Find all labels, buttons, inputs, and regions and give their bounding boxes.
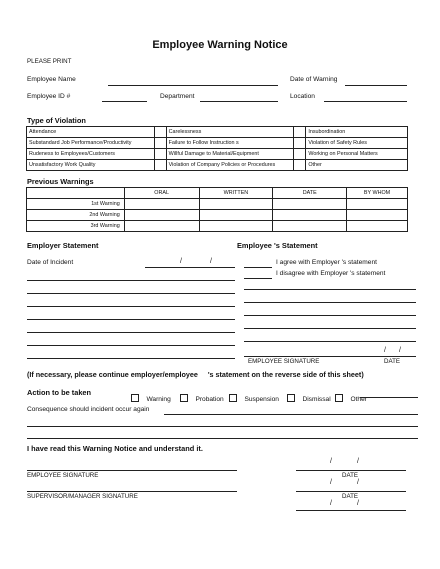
employer-statement-line[interactable] bbox=[27, 319, 235, 320]
date-separator: / bbox=[357, 500, 359, 507]
employee-statement-line[interactable] bbox=[244, 315, 416, 316]
employee-signature-caption: EMPLOYEE SIGNATURE bbox=[27, 472, 99, 479]
consequence-label: Consequence should incident occur again bbox=[27, 406, 150, 413]
supervisor-signature-caption: SUPERVISOR/MANAGER SIGNATURE bbox=[27, 493, 138, 500]
employee-statement-heading: Employee 's Statement bbox=[237, 241, 318, 250]
violation-label: Rudeness to Employees/Customers bbox=[27, 149, 155, 160]
table-row bbox=[27, 199, 408, 210]
table-cell[interactable] bbox=[347, 221, 408, 232]
disagree-checkline[interactable] bbox=[244, 278, 272, 279]
checkbox-icon[interactable] bbox=[180, 394, 188, 402]
checkbox-icon[interactable] bbox=[287, 394, 295, 402]
violation-label: Failure to Follow Instruction s bbox=[166, 138, 294, 149]
table-cell[interactable] bbox=[124, 221, 199, 232]
date-caption: DATE bbox=[342, 493, 359, 500]
date-separator: / bbox=[384, 347, 386, 354]
violation-checkbox[interactable] bbox=[154, 127, 166, 138]
date-of-warning-field[interactable] bbox=[345, 85, 407, 86]
date-separator: / bbox=[330, 479, 332, 486]
date-of-incident-field[interactable] bbox=[145, 267, 235, 268]
acknowledge-text: I have read this Warning Notice and understand it. bbox=[27, 444, 203, 453]
table-cell[interactable] bbox=[273, 221, 347, 232]
table-cell[interactable] bbox=[347, 210, 408, 221]
location-label: Location bbox=[290, 93, 315, 100]
previous-warnings-table bbox=[26, 187, 408, 232]
column-header: DATE bbox=[273, 188, 347, 199]
table-row bbox=[27, 210, 408, 221]
employee-statement-line[interactable] bbox=[244, 341, 416, 342]
action-option-suspension[interactable]: Suspension bbox=[229, 389, 279, 407]
violation-checkbox[interactable] bbox=[294, 160, 306, 171]
employee-signature-line[interactable] bbox=[244, 356, 416, 357]
employee-statement-line[interactable] bbox=[244, 302, 416, 303]
action-option-warning[interactable]: Warning bbox=[131, 389, 171, 407]
date-line[interactable] bbox=[296, 491, 406, 492]
violation-checkbox[interactable] bbox=[294, 127, 306, 138]
violation-label: Attendance bbox=[27, 127, 155, 138]
date-separator: / bbox=[357, 479, 359, 486]
date-separator: / bbox=[210, 258, 212, 265]
table-row bbox=[27, 221, 408, 232]
action-heading: Action to be taken bbox=[27, 388, 92, 397]
violation-label: Violation of Company Policies or Procedures bbox=[166, 160, 294, 171]
date-caption: DATE bbox=[342, 472, 359, 479]
department-label: Department bbox=[160, 93, 195, 100]
violation-checkbox[interactable] bbox=[154, 138, 166, 149]
page-title: Employee Warning Notice bbox=[152, 39, 288, 51]
table-cell[interactable] bbox=[124, 199, 199, 210]
checkbox-icon[interactable] bbox=[229, 394, 237, 402]
please-print-note: PLEASE PRINT bbox=[27, 58, 72, 65]
date-of-warning-label: Date of Warning bbox=[290, 76, 338, 83]
column-header: WRITTEN bbox=[199, 188, 273, 199]
employer-statement-line[interactable] bbox=[27, 293, 235, 294]
employee-name-label: Employee Name bbox=[27, 76, 76, 83]
violation-label: Other bbox=[306, 160, 408, 171]
employer-statement-heading: Employer Statement bbox=[27, 241, 99, 250]
previous-warnings-heading: Previous Warnings bbox=[27, 177, 94, 186]
violation-label: Working on Personal Matters bbox=[306, 149, 408, 160]
employee-signature-line[interactable] bbox=[27, 470, 237, 471]
violation-table bbox=[26, 126, 408, 171]
violation-label: Insubordination bbox=[306, 127, 408, 138]
violation-label: Willful Damage to Material/Equipment bbox=[166, 149, 294, 160]
table-cell[interactable] bbox=[199, 221, 273, 232]
table-cell[interactable] bbox=[273, 210, 347, 221]
column-header: BY WHOM bbox=[347, 188, 408, 199]
employee-id-field[interactable] bbox=[102, 101, 147, 102]
action-option-dismissal[interactable]: Dismissal bbox=[287, 389, 331, 407]
table-cell[interactable] bbox=[347, 199, 408, 210]
violation-checkbox[interactable] bbox=[154, 149, 166, 160]
supervisor-signature-line[interactable] bbox=[27, 491, 237, 492]
employer-statement-line[interactable] bbox=[27, 332, 235, 333]
violation-checkbox[interactable] bbox=[294, 149, 306, 160]
column-header: ORAL bbox=[124, 188, 199, 199]
table-cell[interactable] bbox=[199, 210, 273, 221]
date-separator: / bbox=[330, 458, 332, 465]
row-label: 1st Warning bbox=[27, 199, 125, 210]
row-label: 3rd Warning bbox=[27, 221, 125, 232]
continue-note: (If necessary, please continue employer/employee 's statement on the reverse side of this sheet) bbox=[27, 370, 364, 379]
date-of-incident-label: Date of Incident bbox=[27, 259, 74, 266]
violation-heading: Type of Violation bbox=[27, 116, 86, 125]
agree-label: I agree with Employer 's statement bbox=[276, 259, 377, 266]
date-separator: / bbox=[399, 347, 401, 354]
consequence-line[interactable] bbox=[164, 414, 418, 415]
table-row bbox=[27, 188, 408, 199]
location-field[interactable] bbox=[324, 101, 407, 102]
action-option-other[interactable]: Other bbox=[335, 389, 367, 407]
agree-checkline[interactable] bbox=[244, 267, 272, 268]
violation-label: Substandard Job Performance/Productivity bbox=[27, 138, 155, 149]
table-cell[interactable] bbox=[273, 199, 347, 210]
violation-checkbox[interactable] bbox=[154, 160, 166, 171]
table-cell[interactable] bbox=[124, 210, 199, 221]
date-separator: / bbox=[180, 258, 182, 265]
employee-name-field[interactable] bbox=[108, 85, 278, 86]
table-cell[interactable] bbox=[199, 199, 273, 210]
violation-label: Violation of Safety Rules bbox=[306, 138, 408, 149]
employer-statement-line[interactable] bbox=[27, 306, 235, 307]
date-line[interactable] bbox=[296, 510, 406, 511]
disagree-label: I disagree with Employer 's statement bbox=[276, 270, 386, 277]
table-row bbox=[27, 160, 408, 171]
violation-checkbox[interactable] bbox=[294, 138, 306, 149]
table-row bbox=[27, 127, 408, 138]
checkbox-icon[interactable] bbox=[335, 394, 343, 402]
employer-statement-line[interactable] bbox=[27, 358, 235, 359]
row-label: 2nd Warning bbox=[27, 210, 125, 221]
violation-label: Carelessness bbox=[166, 127, 294, 138]
action-option-probation[interactable]: Probation bbox=[180, 389, 224, 407]
employee-statement-line[interactable] bbox=[244, 328, 416, 329]
checkbox-icon[interactable] bbox=[131, 394, 139, 402]
department-field[interactable] bbox=[200, 101, 278, 102]
date-separator: / bbox=[357, 458, 359, 465]
date-caption: DATE bbox=[384, 358, 401, 365]
date-separator: / bbox=[330, 500, 332, 507]
employee-id-label: Employee ID # bbox=[27, 93, 71, 100]
employer-statement-line[interactable] bbox=[27, 345, 235, 346]
date-line[interactable] bbox=[296, 470, 406, 471]
employee-statement-line[interactable] bbox=[244, 289, 416, 290]
other-action-field[interactable] bbox=[360, 397, 418, 398]
table-row bbox=[27, 149, 408, 160]
table-row bbox=[27, 138, 408, 149]
employer-statement-line[interactable] bbox=[27, 280, 235, 281]
violation-label: Unsatisfactory Work Quality bbox=[27, 160, 155, 171]
employee-signature-caption: EMPLOYEE SIGNATURE bbox=[248, 358, 320, 365]
consequence-line[interactable] bbox=[27, 438, 418, 439]
consequence-line[interactable] bbox=[27, 426, 418, 427]
